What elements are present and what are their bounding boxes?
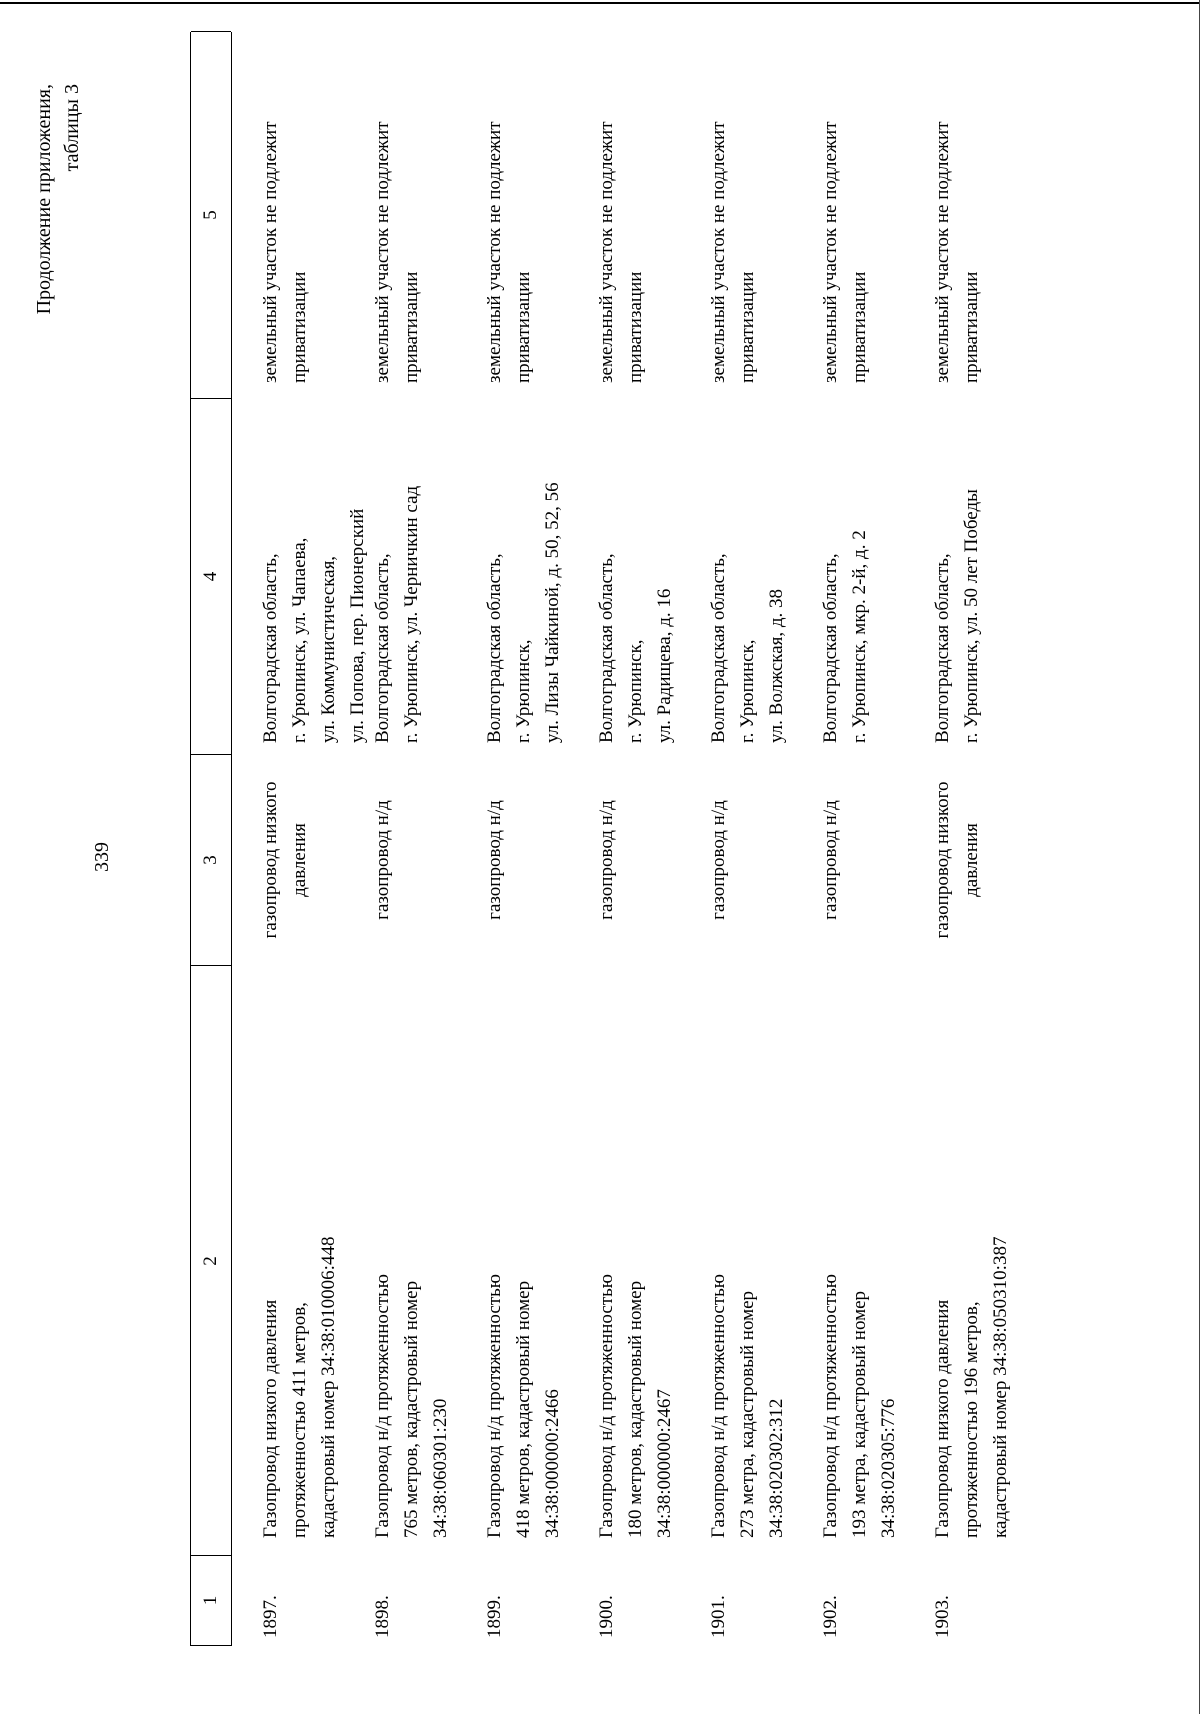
description-line: 34:38:020305:776 (878, 1398, 899, 1538)
description-cell (928, 978, 1015, 1538)
note-line: приватизации (289, 271, 310, 383)
note-line: земельный участок не подлежит (596, 121, 617, 383)
address-cell (368, 403, 426, 743)
address-line: Волгоградская область, (260, 553, 281, 743)
address-cell (816, 403, 874, 743)
address-line: г. Урюпинск, мкр. 2-й, д. 2 (849, 530, 870, 743)
table-row (592, 32, 704, 1646)
note-cell (816, 23, 874, 383)
object-type-cell (928, 755, 986, 965)
description-cell (256, 978, 343, 1538)
object-type-line: газопровод н/д (596, 800, 617, 920)
row-number-cell: 1900. (596, 1595, 617, 1638)
description-line: 34:38:020302:312 (766, 1398, 787, 1538)
object-type-line: давления (961, 823, 982, 897)
note-line: приватизации (849, 271, 870, 383)
object-type-cell (592, 755, 621, 965)
address-line: ул. Радищева, д. 16 (654, 588, 675, 743)
object-type-line: газопровод н/д (484, 800, 505, 920)
address-line: ул. Коммунистическая, (318, 555, 339, 743)
row-number-cell: 1902. (820, 1595, 841, 1638)
note-line: земельный участок не подлежит (932, 121, 953, 383)
header-col-1: 1 (191, 1555, 231, 1646)
address-line: Волгоградская область, (484, 553, 505, 743)
address-cell (592, 403, 679, 743)
table-row (480, 32, 592, 1646)
description-line: 180 метров, кадастровый номер (625, 1280, 646, 1538)
note-line: земельный участок не подлежит (484, 121, 505, 383)
table-row (368, 32, 480, 1646)
continuation-caption (30, 84, 86, 384)
row-number-cell: 1903. (932, 1595, 953, 1638)
note-line: земельный участок не подлежит (820, 121, 841, 383)
row-number-cell: 1901. (708, 1595, 729, 1638)
table-row (928, 32, 1040, 1646)
note-cell (592, 23, 650, 383)
note-cell (704, 23, 762, 383)
address-line: ул. Волжская, д. 38 (766, 588, 787, 743)
object-type-line: давления (289, 823, 310, 897)
row-number-cell: 1898. (372, 1595, 393, 1638)
note-line: приватизации (961, 271, 982, 383)
description-cell (480, 978, 567, 1538)
description-line: Газопровод низкого давления (260, 1299, 281, 1538)
object-type-cell (256, 755, 314, 965)
description-line: 34:38:000000:2466 (542, 1389, 563, 1538)
address-line: ул. Попова, пер. Пионерский (347, 508, 368, 743)
description-line: Газопровод н/д протяженностью (596, 1273, 617, 1538)
object-type-line: газопровод н/д (820, 800, 841, 920)
description-line: протяженностью 196 метров, (961, 1301, 982, 1538)
address-line: Волгоградская область, (596, 553, 617, 743)
note-line: приватизации (513, 271, 534, 383)
note-line: приватизации (737, 271, 758, 383)
description-line: 34:38:000000:2467 (654, 1389, 675, 1538)
object-type-cell (368, 755, 397, 965)
table-header (190, 32, 232, 1646)
note-cell (368, 23, 426, 383)
continuation-line-2: таблицы 3 (61, 84, 83, 172)
description-cell (816, 978, 903, 1538)
address-line: г. Урюпинск, ул. Чапаева, (289, 537, 310, 743)
address-cell (704, 403, 791, 743)
description-cell (592, 978, 679, 1538)
address-line: г. Урюпинск, (625, 639, 646, 743)
description-cell (704, 978, 791, 1538)
address-line: г. Урюпинск, (513, 639, 534, 743)
description-line: 273 метра, кадастровый номер (737, 1290, 758, 1538)
page-number: 339 (91, 842, 113, 872)
description-cell (368, 978, 455, 1538)
description-line: Газопровод н/д протяженностью (372, 1273, 393, 1538)
description-line: 34:38:060301:230 (430, 1398, 451, 1538)
row-number-cell: 1899. (484, 1595, 505, 1638)
description-line: Газопровод н/д протяженностью (708, 1273, 729, 1538)
description-line: протяженностью 411 метров, (289, 1302, 310, 1538)
address-line: ул. Лизы Чайкиной, д. 50, 52, 56 (542, 482, 563, 743)
address-line: г. Урюпинск, ул. 50 лет Победы (961, 489, 982, 743)
table-row (704, 32, 816, 1646)
address-line: Волгоградская область, (932, 553, 953, 743)
note-cell (480, 23, 538, 383)
note-line: земельный участок не подлежит (372, 121, 393, 383)
header-col-3: 3 (191, 754, 231, 965)
note-cell (256, 23, 314, 383)
header-col-5: 5 (191, 31, 231, 398)
description-line: 765 метров, кадастровый номер (401, 1280, 422, 1538)
header-col-4: 4 (191, 398, 231, 754)
description-line: кадастровый номер 34:38:010006:448 (318, 1236, 339, 1538)
description-line: Газопровод н/д протяженностью (484, 1273, 505, 1538)
header-col-2: 2 (191, 965, 231, 1556)
description-line: 193 метра, кадастровый номер (849, 1290, 870, 1538)
object-type-line: газопровод н/д (372, 800, 393, 920)
address-line: г. Урюпинск, (737, 639, 758, 743)
property-table (190, 32, 1040, 1646)
object-type-line: газопровод низкого (932, 781, 953, 939)
note-cell (928, 23, 986, 383)
object-type-cell (704, 755, 733, 965)
object-type-cell (480, 755, 509, 965)
table-row (256, 32, 368, 1646)
description-line: Газопровод низкого давления (932, 1299, 953, 1538)
address-line: Волгоградская область, (372, 553, 393, 743)
note-line: приватизации (625, 271, 646, 383)
address-line: Волгоградская область, (708, 553, 729, 743)
address-line: Волгоградская область, (820, 553, 841, 743)
row-number-cell: 1897. (260, 1595, 281, 1638)
address-line: г. Урюпинск, ул. Черничкин сад (401, 485, 422, 743)
object-type-cell (816, 755, 845, 965)
table-body (232, 32, 1040, 1646)
description-line: кадастровый номер 34:38:050310:387 (990, 1236, 1011, 1538)
address-cell (928, 403, 986, 743)
object-type-line: газопровод н/д (708, 800, 729, 920)
description-line: Газопровод н/д протяженностью (820, 1273, 841, 1538)
note-line: приватизации (401, 271, 422, 383)
continuation-line-1: Продолжение приложения, (33, 84, 55, 315)
description-line: 418 метров, кадастровый номер (513, 1280, 534, 1538)
address-cell (480, 403, 567, 743)
note-line: земельный участок не подлежит (708, 121, 729, 383)
address-cell (256, 403, 372, 743)
table-row (816, 32, 928, 1646)
note-line: земельный участок не подлежит (260, 121, 281, 383)
object-type-line: газопровод низкого (260, 781, 281, 939)
